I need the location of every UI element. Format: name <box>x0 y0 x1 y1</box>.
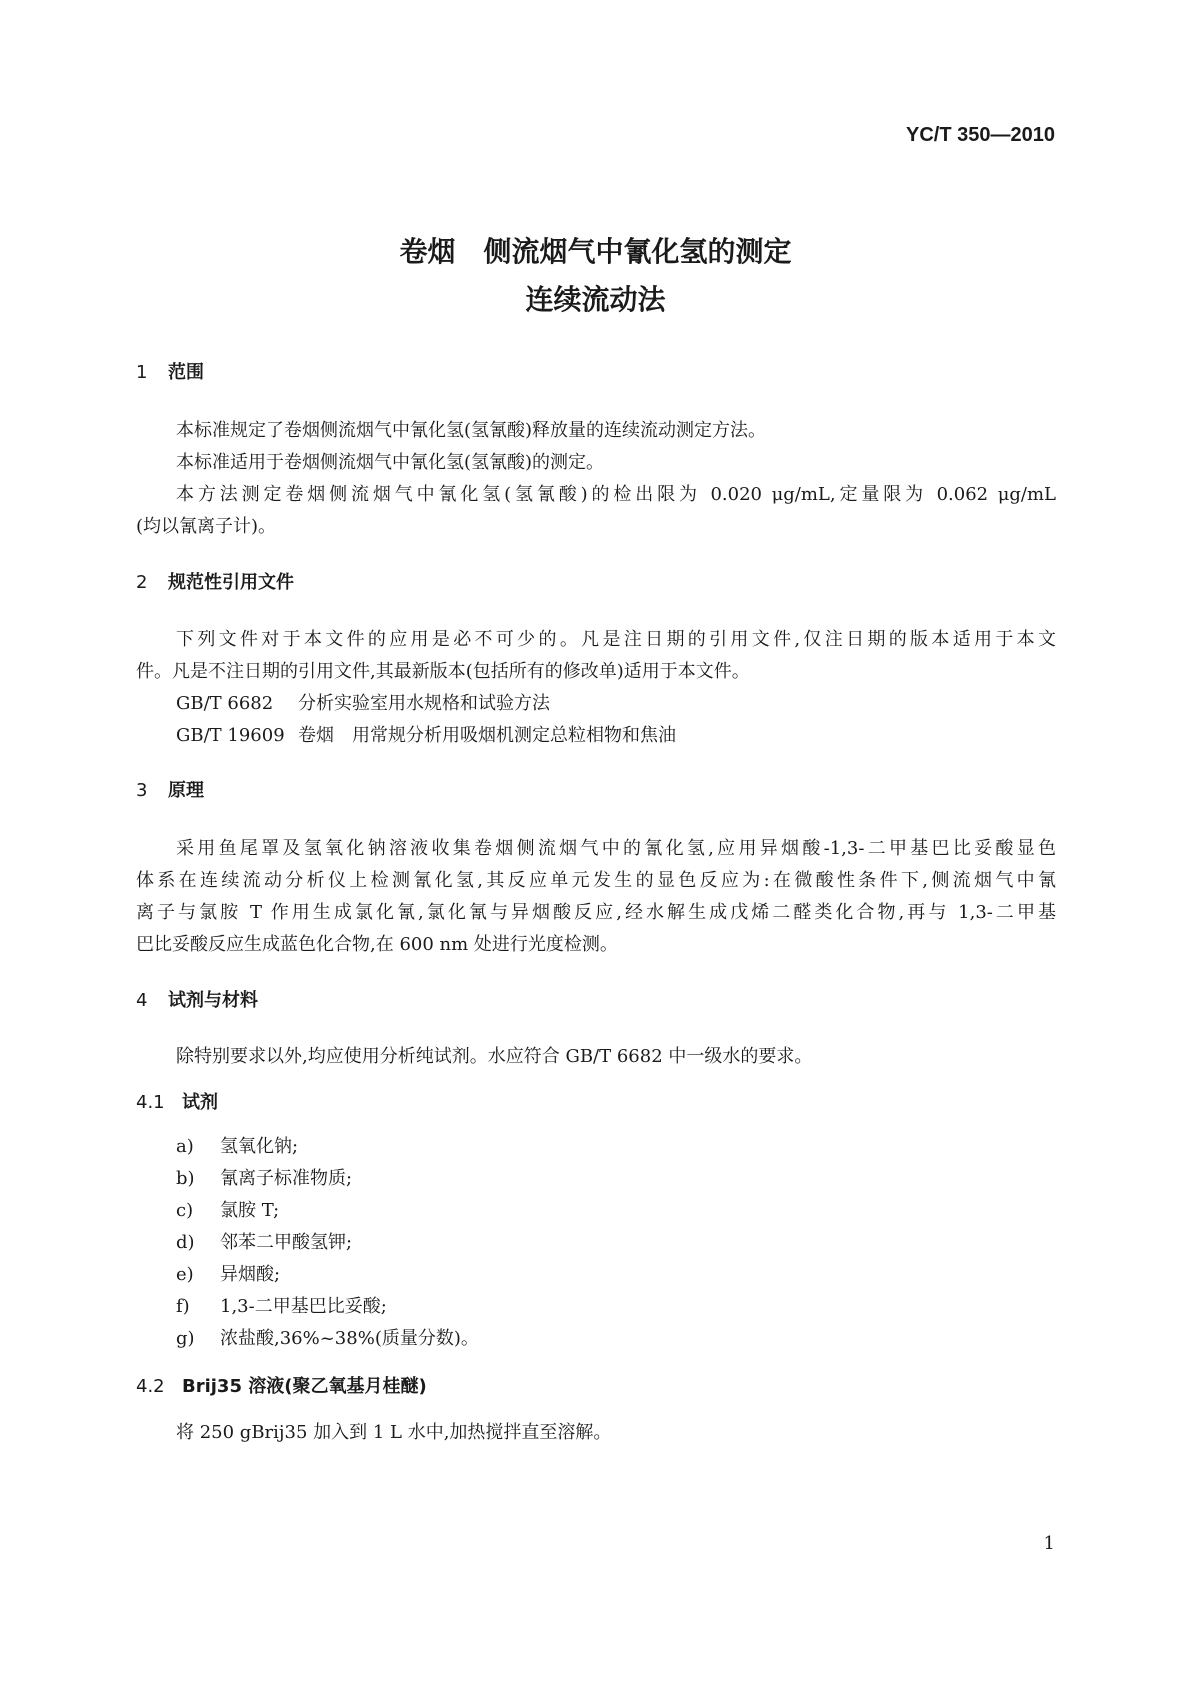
section-title: 范围 <box>168 362 204 383</box>
list-item <box>176 1196 279 1222</box>
list-text: 氢氧化钠; <box>220 1136 299 1157</box>
document-title: 卷烟 侧流烟气中氰化氢的测定 <box>399 235 792 268</box>
paragraph-line: 巴比妥酸反应生成蓝色化合物,在 600 nm 处进行光度检测。 <box>136 934 618 955</box>
list-marker: a) <box>176 1136 194 1157</box>
list-item <box>176 1324 479 1350</box>
list-item <box>176 1260 280 1286</box>
section-title: 规范性引用文件 <box>168 572 294 593</box>
list-marker: f) <box>176 1296 190 1317</box>
section-title: Brij35 溶液(聚乙氧基月桂醚) <box>182 1376 427 1397</box>
section-number: 2 <box>136 572 148 593</box>
section-title: 试剂 <box>182 1092 218 1113</box>
reference-code: GB/T 6682 <box>176 693 274 714</box>
list-item <box>176 1164 352 1190</box>
section-title: 原理 <box>168 780 204 801</box>
list-text: 异烟酸; <box>220 1264 281 1285</box>
list-marker: d) <box>176 1232 195 1253</box>
document-subtitle: 连续流动法 <box>525 283 666 316</box>
list-item <box>176 1228 352 1254</box>
paragraph: 本标准适用于卷烟侧流烟气中氰化氢(氢氰酸)的测定。 <box>176 452 605 473</box>
list-text: 邻苯二甲酸氢钾; <box>220 1232 353 1253</box>
section-number: 4.1 <box>136 1092 165 1113</box>
paragraph-line: 采用鱼尾罩及氢氧化钠溶液收集卷烟侧流烟气中的氰化氢,应用异烟酸-1,3-二甲基巴比妥酸显色 <box>176 838 1056 859</box>
list-item <box>176 1292 387 1318</box>
reference-item <box>176 721 676 747</box>
paragraph: 将 250 gBrij35 加入到 1 L 水中,加热搅拌直至溶解。 <box>176 1422 612 1443</box>
paragraph-line: 体系在连续流动分析仪上检测氰化氢,其反应单元发生的显色反应为:在微酸性条件下,侧流烟气中氰 <box>136 870 1056 891</box>
list-marker: b) <box>176 1168 195 1189</box>
page-number: 1 <box>1043 1533 1055 1554</box>
list-text: 1,3-二甲基巴比妥酸; <box>220 1296 387 1317</box>
list-marker: e) <box>176 1264 194 1285</box>
reference-item <box>176 689 550 715</box>
paragraph: 除特别要求以外,均应使用分析纯试剂。水应符合 GB/T 6682 中一级水的要求。 <box>176 1046 813 1067</box>
list-text: 浓盐酸,36%~38%(质量分数)。 <box>220 1328 479 1349</box>
list-text: 氯胺 T; <box>220 1200 280 1221</box>
section-4-heading <box>136 986 258 1012</box>
standard-code: YC/T 350—2010 <box>906 124 1055 146</box>
paragraph: 本标准规定了卷烟侧流烟气中氰化氢(氢氰酸)释放量的连续流动测定方法。 <box>176 420 767 441</box>
list-item <box>176 1132 298 1158</box>
paragraph-line: (均以氰离子计)。 <box>136 516 277 537</box>
reference-title: 分析实验室用水规格和试验方法 <box>298 693 550 714</box>
paragraph-line: 件。凡是不注日期的引用文件,其最新版本(包括所有的修改单)适用于本文件。 <box>136 661 750 682</box>
paragraph-line: 离子与氯胺 T 作用生成氯化氰,氯化氰与异烟酸反应,经水解生成戊烯二醛类化合物,再与 1,3-二甲基 <box>136 902 1056 923</box>
section-2-heading <box>136 568 294 594</box>
paragraph-line: 本方法测定卷烟侧流烟气中氰化氢(氢氰酸)的检出限为 0.020 μg/mL,定量限为 0.062 μg/mL <box>176 484 1056 505</box>
reference-title: 卷烟 用常规分析用吸烟机测定总粒相物和焦油 <box>298 725 676 746</box>
subsection-4-2-heading <box>136 1372 427 1398</box>
list-text: 氰离子标准物质; <box>220 1168 353 1189</box>
list-marker: g) <box>176 1328 195 1349</box>
section-3-heading <box>136 776 204 802</box>
section-number: 4.2 <box>136 1376 165 1397</box>
section-number: 3 <box>136 780 148 801</box>
reference-code: GB/T 19609 <box>176 725 285 746</box>
section-number: 1 <box>136 362 148 383</box>
section-number: 4 <box>136 990 148 1011</box>
subsection-4-1-heading <box>136 1088 218 1114</box>
paragraph-line: 下列文件对于本文件的应用是必不可少的。凡是注日期的引用文件,仅注日期的版本适用于本文 <box>176 629 1056 650</box>
section-title: 试剂与材料 <box>168 990 258 1011</box>
section-1-heading <box>136 358 204 384</box>
list-marker: c) <box>176 1200 194 1221</box>
